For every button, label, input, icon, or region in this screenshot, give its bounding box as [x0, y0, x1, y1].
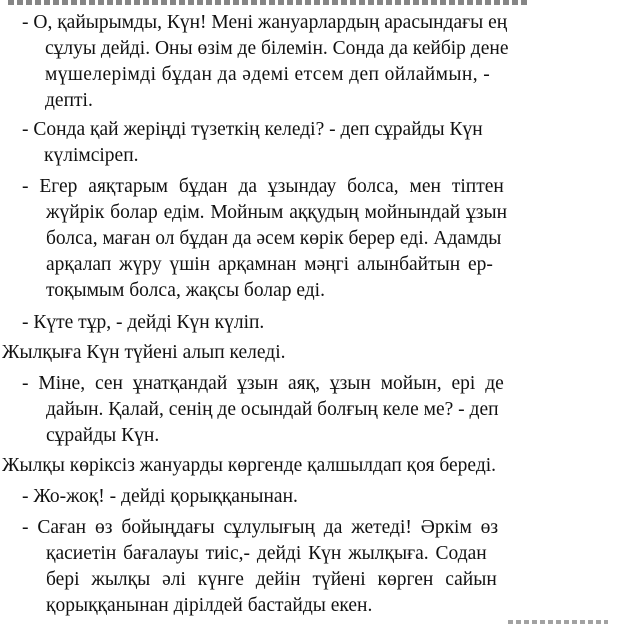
- paragraph-2: [22, 117, 574, 169]
- cropped-previous-line: [8, 0, 528, 6]
- paragraph-line: - Міне, сен ұнатқандай ұзын аяқ, ұзын мойын, ері де: [22, 373, 504, 394]
- paragraph-line: арқалап жүру үшін арқамнан мәңгі алынбайтын ер-: [46, 254, 493, 275]
- paragraph-line: - Егер аяқтарым бұдан да ұзындау болса, мен тіптен: [22, 176, 504, 197]
- paragraph-line: - Сонда қай жеріңді түзеткің келеді? - деп сұрайды Күн: [22, 119, 483, 140]
- paragraph-line: күлімсіреп.: [44, 145, 139, 166]
- paragraph-9: [22, 515, 574, 619]
- paragraph-line: сұрайды Күн.: [46, 425, 160, 446]
- paragraph-7: [2, 453, 602, 479]
- paragraph-line: тоқымым болса, жақсы болар еді.: [46, 280, 325, 301]
- paragraph-1: [22, 10, 574, 114]
- paragraph-6: [22, 371, 574, 449]
- paragraph-line: - Саған өз бойыңдағы сұлулығың да жетеді! Әркім өз: [22, 517, 499, 538]
- paragraph-line: Жылқы көріксіз жануарды көргенде қалшылдап қоя береді.: [2, 455, 497, 476]
- paragraph-line: бері жылқы әлі күнге дейін түйені көрген сайын: [46, 569, 497, 590]
- paragraph-line: - О, қайырымды, Күн! Мені жануарлардың арасындағы ең: [22, 12, 508, 33]
- paragraph-line: қорыққанынан дірілдей бастайды екен.: [46, 595, 373, 616]
- paragraph-5: [2, 340, 582, 366]
- paragraph-line: - Күте тұр, - дейді Күн күліп.: [22, 312, 265, 333]
- paragraph-line: қасиетін бағалауы тиіс,- дейді Күн жылқыға. Содан: [46, 543, 487, 564]
- paragraph-line: депті.: [45, 90, 93, 111]
- paragraph-3: [22, 174, 574, 304]
- paragraph-line: мүшелерімді бұдан да әдемі етсем деп ойлаймын, -: [45, 64, 491, 85]
- paragraph-8: [22, 484, 574, 510]
- paragraph-4: [22, 310, 574, 336]
- cropped-next-line: [508, 612, 608, 625]
- paragraph-line: жүйрік болар едім. Мойным аққудың мойнындай ұзын: [46, 202, 508, 223]
- paragraph-line: Жылқыға Күн түйені алып келеді.: [2, 342, 286, 363]
- paragraph-line: болса, маған ол бұдан да әсем көрік берер еді. Адамды: [46, 228, 502, 249]
- paragraph-line: сұлуы дейді. Оны өзім де білемін. Сонда да кейбір дене: [45, 38, 509, 59]
- paragraph-line: - Жо-жоқ! - дейді қорыққанынан.: [22, 486, 298, 507]
- paragraph-line: дайын. Қалай, сенің де осындай болғың келе ме? - деп: [46, 399, 499, 420]
